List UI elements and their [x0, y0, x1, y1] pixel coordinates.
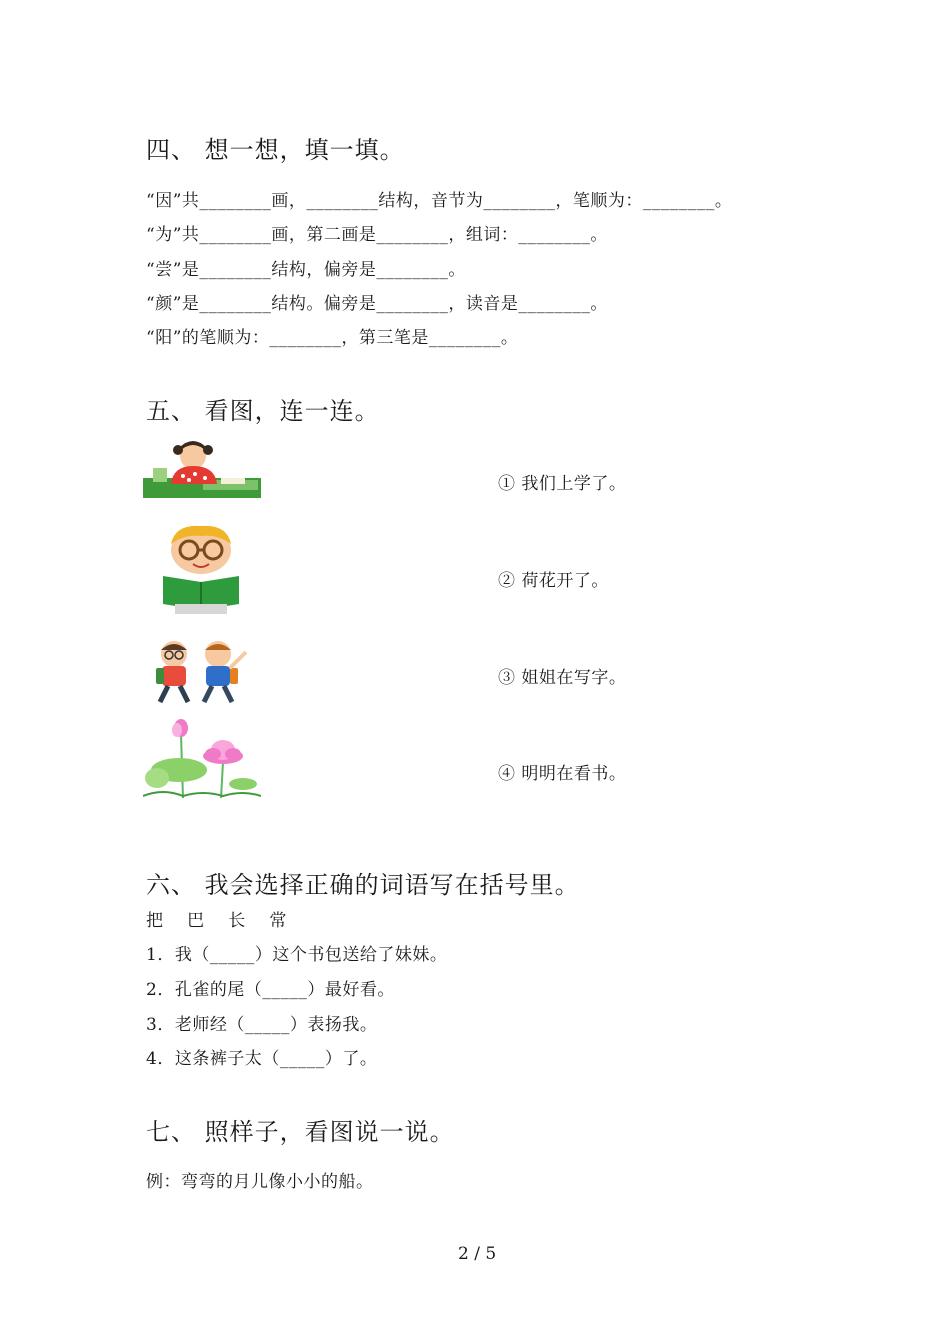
- question-2: 2．孔雀的尾（_____）最好看。: [146, 980, 395, 1000]
- match-sentence-3: ③ 姐姐在写字。: [498, 668, 627, 688]
- match-sentence-1: ① 我们上学了。: [498, 474, 627, 494]
- kids-going-to-school-image: [146, 638, 254, 706]
- fill-line-1: “因”共________画，________结构，音节为________，笔顺为：________。: [146, 191, 733, 211]
- section-6-title: 六、 我会选择正确的词语写在括号里。: [146, 871, 580, 899]
- fill-line-5: “阳”的笔顺为：________，第三笔是________。: [146, 328, 519, 348]
- match-sentence-4: ④ 明明在看书。: [498, 764, 627, 784]
- question-1: 1．我（_____）这个书包送给了妹妹。: [146, 945, 448, 965]
- boy-reading-image: [155, 524, 247, 614]
- lotus-flower-image: [143, 718, 261, 800]
- fill-line-2: “为”共________画，第二画是________，组词：________。: [146, 225, 608, 245]
- girl-writing-image: [143, 440, 261, 498]
- example-sentence: 例：弯弯的月儿像小小的船。: [146, 1172, 374, 1192]
- section-4-title: 四、 想一想，填一填。: [146, 136, 405, 164]
- section-7-title: 七、 照样子，看图说一说。: [146, 1118, 455, 1146]
- match-sentence-2: ② 荷花开了。: [498, 571, 609, 591]
- question-4: 4．这条裤子太（_____）了。: [146, 1049, 378, 1069]
- question-3: 3．老师经（_____）表扬我。: [146, 1015, 378, 1035]
- section-5-title: 五、 看图，连一连。: [146, 397, 380, 425]
- word-bank: 把 巴 长 常: [146, 911, 287, 931]
- fill-line-3: “尝”是________结构，偏旁是________。: [146, 260, 466, 280]
- page-number: 2 / 5: [458, 1244, 497, 1264]
- fill-line-4: “颜”是________结构。偏旁是________，读音是________。: [146, 294, 608, 314]
